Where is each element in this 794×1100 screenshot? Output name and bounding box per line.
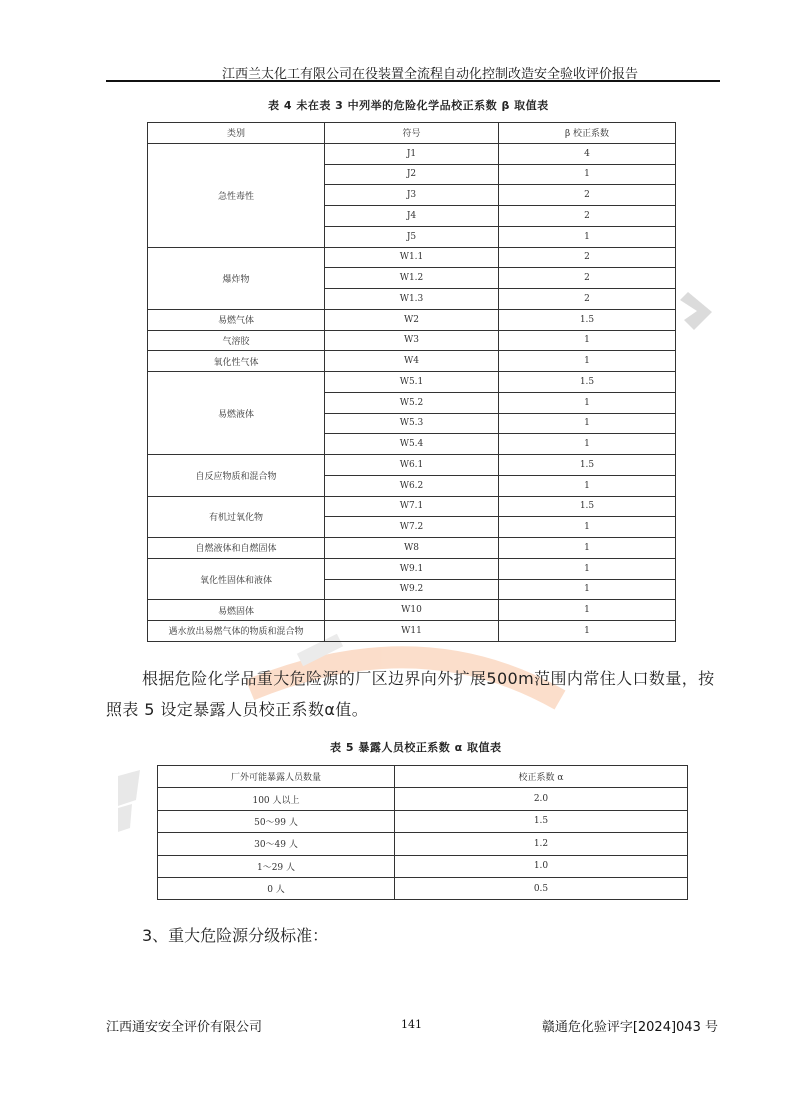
table4-caption: 表 4 未在表 3 中列举的危险化学品校正系数 β 取值表: [268, 99, 549, 112]
table5-alpha-cell: 0.5: [395, 877, 688, 899]
table4-beta-cell: 1: [499, 621, 676, 642]
table4-symbol-cell: J1: [325, 143, 499, 164]
table-row: [158, 810, 688, 832]
table4-symbol-cell: W9.1: [325, 558, 499, 579]
table4-beta-cell: 1: [499, 579, 676, 600]
table4-beta-cell: 1: [499, 600, 676, 621]
table-row: [148, 330, 676, 351]
table-row: [148, 496, 676, 517]
table4-symbol-cell: J5: [325, 226, 499, 247]
table4-symbol-cell: J3: [325, 185, 499, 206]
table5-population-cell: 0 人: [158, 877, 395, 899]
table4-category-cell: 氧化性气体: [148, 351, 325, 372]
table4-beta-cell: 1.5: [499, 372, 676, 393]
table5-population-cell: 30～49 人: [158, 833, 395, 855]
table4-symbol-cell: J2: [325, 164, 499, 185]
table4-beta-cell: 2: [499, 247, 676, 268]
table4-beta-cell: 1: [499, 517, 676, 538]
section-heading-grading-standard: 3、重大危险源分级标准：: [142, 926, 329, 945]
table5-alpha-cell: 1.0: [395, 855, 688, 877]
report-header-title: 江西兰太化工有限公司在役装置全流程自动化控制改造安全验收评价报告: [221, 67, 638, 82]
table4-beta-cell: 2: [499, 268, 676, 289]
table-row: [148, 143, 676, 164]
table4-symbol-cell: W5.3: [325, 413, 499, 434]
table4-symbol-cell: J4: [325, 206, 499, 227]
table4-category-cell: 易燃气体: [148, 309, 325, 330]
table4-symbol-cell: W6.2: [325, 475, 499, 496]
table4-symbol-cell: W7.2: [325, 517, 499, 538]
table4-beta-cell: 1: [499, 538, 676, 559]
table4-category-cell: 遇水放出易燃气体的物质和混合物: [148, 621, 325, 642]
table4-symbol-cell: W9.2: [325, 579, 499, 600]
table-row: [158, 788, 688, 810]
table4-symbol-cell: W11: [325, 621, 499, 642]
table4-symbol-cell: W5.2: [325, 392, 499, 413]
table4-beta-cell: 1: [499, 351, 676, 372]
table4-beta-cell: 1: [499, 434, 676, 455]
table5-population-cell: 1～29 人: [158, 855, 395, 877]
footer-company: 江西通安安全评价有限公司: [106, 1020, 263, 1035]
table5-caption: 表 5 暴露人员校正系数 α 取值表: [330, 741, 502, 754]
table4-category-cell: 易燃液体: [148, 372, 325, 455]
table4-symbol-cell: W8: [325, 538, 499, 559]
table4-category-cell: 气溶胶: [148, 330, 325, 351]
table-row: [148, 309, 676, 330]
table5-header-cell: 厂外可能暴露人员数量: [158, 766, 395, 788]
table5-alpha-cell: 1.5: [395, 810, 688, 832]
header-divider: [106, 80, 720, 82]
table-row: [158, 855, 688, 877]
table-row: [148, 558, 676, 579]
table4-beta-cell: 1: [499, 413, 676, 434]
table4-category-cell: 爆炸物: [148, 247, 325, 309]
table4-symbol-cell: W1.1: [325, 247, 499, 268]
table4-symbol-cell: W4: [325, 351, 499, 372]
table4-symbol-cell: W5.1: [325, 372, 499, 393]
table4-beta-cell: 1.5: [499, 455, 676, 476]
table4-header-row: [148, 123, 676, 144]
table4-symbol-cell: W10: [325, 600, 499, 621]
table-row: [148, 351, 676, 372]
table4-symbol-cell: W2: [325, 309, 499, 330]
table4-beta-cell: 2: [499, 289, 676, 310]
table4-category-cell: 急性毒性: [148, 143, 325, 247]
table4-header-cell: 类别: [148, 123, 325, 144]
table-row: [148, 538, 676, 559]
table4-beta-cell: 2: [499, 185, 676, 206]
table-row: [148, 455, 676, 476]
table4-category-cell: 有机过氧化物: [148, 496, 325, 538]
table4-category-cell: 自燃液体和自燃固体: [148, 538, 325, 559]
watermark-left-bracket: [118, 770, 140, 832]
table4-header-cell: 符号: [325, 123, 499, 144]
table4-beta-cell: 1: [499, 392, 676, 413]
table5-alpha-cell: 1.2: [395, 833, 688, 855]
table4-beta-cell: 1: [499, 475, 676, 496]
table4-beta-cell: 1: [499, 164, 676, 185]
table4-category-cell: 氧化性固体和液体: [148, 558, 325, 600]
table-row: [148, 372, 676, 393]
footer-report-number: 赣通危化验评字[2024]043 号: [541, 1020, 718, 1035]
table4-header-cell: β 校正系数: [499, 123, 676, 144]
table5-alpha-coefficients: [157, 765, 688, 900]
table5-header-row: [158, 766, 688, 788]
watermark-chevron-right: [680, 292, 712, 330]
table5-alpha-cell: 2.0: [395, 788, 688, 810]
table4-symbol-cell: W7.1: [325, 496, 499, 517]
table4-beta-cell: 1: [499, 226, 676, 247]
table4-category-cell: 易燃固体: [148, 600, 325, 621]
table4-beta-cell: 2: [499, 206, 676, 227]
table4-symbol-cell: W1.3: [325, 289, 499, 310]
table4-beta-cell: 1: [499, 558, 676, 579]
table-row: [158, 833, 688, 855]
table-row: [148, 247, 676, 268]
table4-beta-coefficients: [147, 122, 676, 642]
table4-beta-cell: 1.5: [499, 496, 676, 517]
table4-beta-cell: 1: [499, 330, 676, 351]
table4-symbol-cell: W5.4: [325, 434, 499, 455]
table4-beta-cell: 1.5: [499, 309, 676, 330]
table-row: [158, 877, 688, 899]
table5-header-cell: 校正系数 α: [395, 766, 688, 788]
table-row: [148, 600, 676, 621]
table5-population-cell: 50～99 人: [158, 810, 395, 832]
table4-category-cell: 自反应物质和混合物: [148, 455, 325, 497]
table4-beta-cell: 4: [499, 143, 676, 164]
paragraph-population-description: 根据危险化学品重大危险源的厂区边界向外扩展500m范围内常住人口数量，按照表 5 设定暴露人员校正系数α值。: [106, 669, 715, 719]
footer-page-number: 141: [401, 1018, 422, 1031]
table5-population-cell: 100 人以上: [158, 788, 395, 810]
table4-symbol-cell: W3: [325, 330, 499, 351]
table4-symbol-cell: W6.1: [325, 455, 499, 476]
table4-symbol-cell: W1.2: [325, 268, 499, 289]
table-row: [148, 621, 676, 642]
